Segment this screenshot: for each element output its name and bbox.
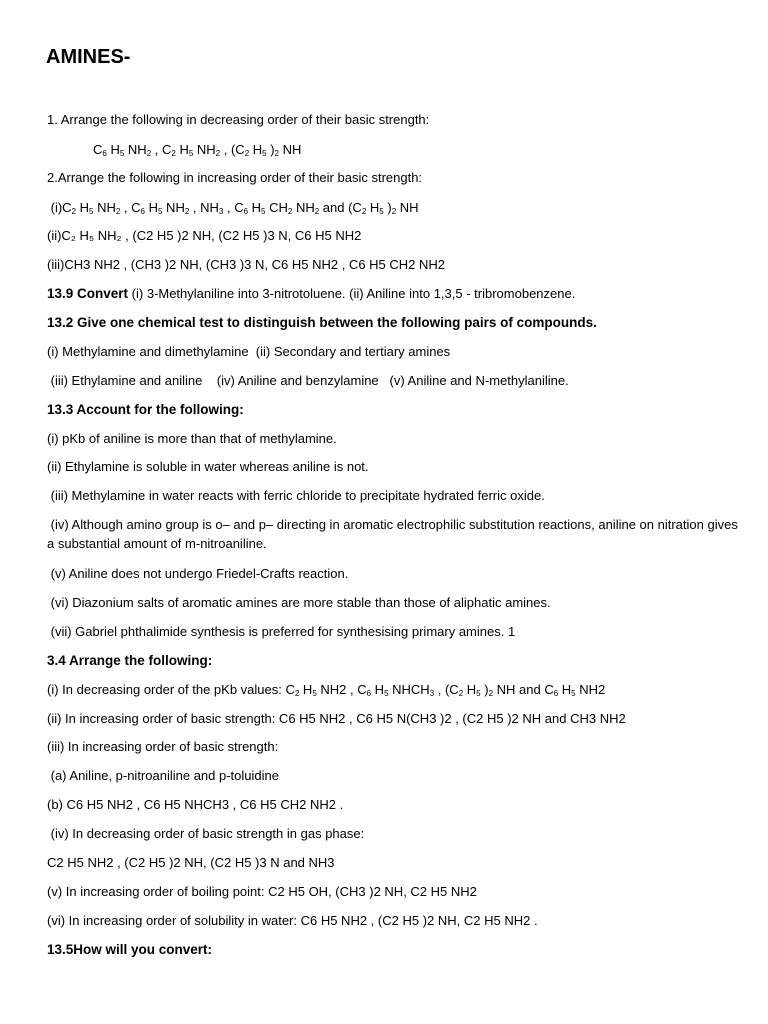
question-13-3-part-vi: (vi) Diazonium salts of aromatic amines are more stable than those of aliphatic amines. (47, 595, 551, 610)
question-3-4-part-iii-b: (b) C6 H5 NH2 , C6 H5 NHCH3 , C6 H5 CH2 NH2 . (47, 797, 344, 812)
question-13-9-heading: 13.9 Convert (47, 286, 129, 301)
question-13-3-part-iii: (iii) Methylamine in water reacts with ferric chloride to precipitate hydrated ferric oxide. (47, 488, 545, 503)
page-title: AMINES- (46, 46, 131, 68)
question-13-3-part-vii: (vii) Gabriel phthalimide synthesis is preferred for synthesising primary amines. 1 (47, 624, 516, 639)
question-13-2-line-1: (i) Methylamine and dimethylamine (ii) Secondary and tertiary amines (47, 344, 451, 359)
question-3-4-part-i: (i) In decreasing order of the pKb values: $C_2$ $H_5$ NH2 , $C_6$ $H_5$ $NHCH_3$ , ($C_2$ $H_5$ )$_2$ NH and $C_6$ $H_5$ NH2 (47, 682, 606, 698)
question-1-compounds: $C_6$ $H_5$ $NH_2$ , $C_2$ $H_5$ $NH_2$ , ($C_2$ $H_5$ )$_2$ NH (93, 142, 302, 158)
question-2-part-ii: (ii)C₂ H₅ NH₂ , (C2 H5 )2 NH, (C2 H5 )3 N, C6 H5 NH2 (47, 228, 362, 243)
question-13-2-heading: 13.2 Give one chemical test to distinguish between the following pairs of compounds. (47, 315, 597, 330)
question-13-2-line-2: (iii) Ethylamine and aniline (iv) Aniline and benzylamine (v) Aniline and N-methylaniline. (47, 373, 569, 388)
question-3-4-part-ii: (ii) In increasing order of basic strength: C6 H5 NH2 , C6 H5 N(CH3 )2 , (C2 H5 )2 NH and CH3 NH2 (47, 711, 626, 726)
question-3-4-part-v: (v) In increasing order of boiling point: C2 H5 OH, (CH3 )2 NH, C2 H5 NH2 (47, 884, 477, 899)
question-3-4-heading: 3.4 Arrange the following: (47, 653, 213, 668)
question-1: 1. Arrange the following in decreasing order of their basic strength: (47, 112, 430, 127)
question-13-3-part-iv: (iv) Although amino group is o– and p– directing in aromatic electrophilic substitution reactions, aniline on nitration gives a substantial amount of m-nitroaniline. (47, 517, 738, 551)
question-3-4-part-iii: (iii) In increasing order of basic strength: (47, 739, 279, 754)
question-13-9 (47, 284, 728, 303)
question-13-3-part-i: (i) pKb of aniline is more than that of methylamine. (47, 431, 337, 446)
question-3-4-part-iv-list: C2 H5 NH2 , (C2 H5 )2 NH, (C2 H5 )3 N and NH3 (47, 855, 335, 870)
question-2-part-i: $(i)C_2$ $H_5$ $NH_2$ , $C_6$ $H_5$ $NH_2$ , $NH_3$ , $C_6$ $H_5$ $CH_2$ $NH_2$ and ($C_2$ $H_5$ )$_2$ NH (47, 200, 419, 216)
question-13-3-part-v: (v) Aniline does not undergo Friedel-Crafts reaction. (47, 566, 349, 581)
question-3-4-part-i-label: (i) In decreasing order of the pKb values: (47, 682, 286, 697)
question-3-4-part-vi: (vi) In increasing order of solubility in water: C6 H5 NH2 , (C2 H5 )2 NH, C2 H5 NH2 . (47, 913, 538, 928)
question-13-9-text: (i) 3-Methylaniline into 3-nitrotoluene. (ii) Aniline into 1,3,5 - tribromobenzene. (128, 286, 576, 301)
question-2-part-iii: (iii)CH3 NH2 , (CH3 )2 NH, (CH3 )3 N, C6 H5 NH2 , C6 H5 CH2 NH2 (47, 257, 446, 272)
question-13-3-heading: 13.3 Account for the following: (47, 402, 244, 417)
question-2: 2.Arrange the following in increasing order of their basic strength: (47, 170, 423, 185)
question-3-4-part-iii-a: (a) Aniline, p-nitroaniline and p-toluidine (47, 768, 279, 783)
question-3-4-part-iv: (iv) In decreasing order of basic strength in gas phase: (47, 826, 365, 841)
question-13-5-heading: 13.5How will you convert: (47, 942, 213, 957)
question-13-3-part-ii: (ii) Ethylamine is soluble in water whereas aniline is not. (47, 459, 369, 474)
